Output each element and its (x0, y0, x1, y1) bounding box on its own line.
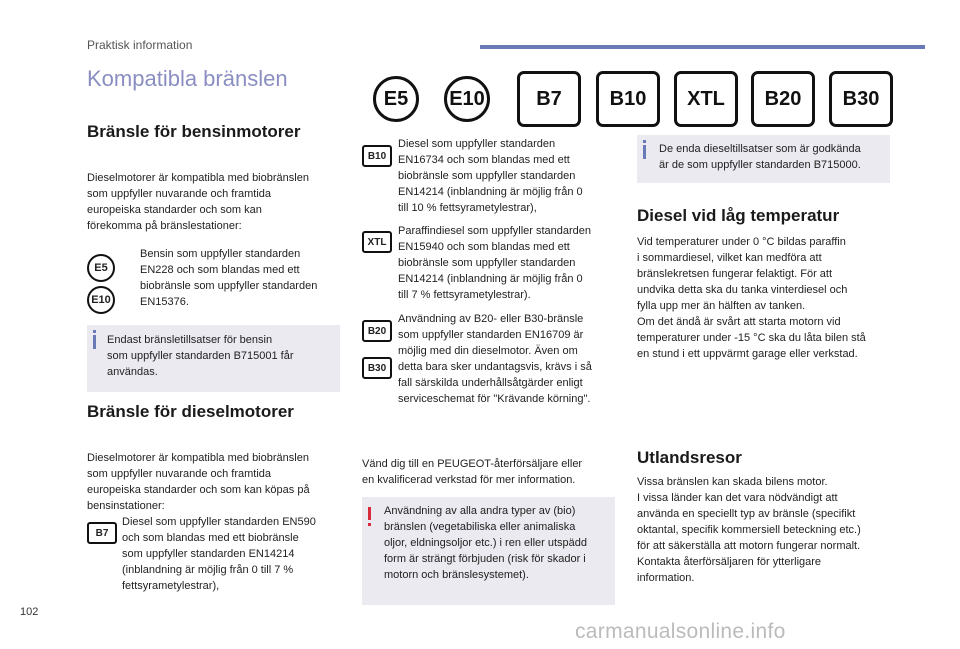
low-temp-heading: Diesel vid låg temperatur (637, 206, 840, 225)
text-line: Dieselmotorer är kompatibla med biobränslen (87, 172, 309, 184)
text-line: biobränsle som uppfyller standarden (140, 280, 318, 292)
text-line: EN14214 (inblandning är möjlig från 0 (398, 186, 583, 198)
abroad-text (637, 474, 907, 586)
text-line: EN15376. (140, 296, 189, 308)
text-line: Användning av alla andra typer av (bio) (384, 505, 576, 517)
text-line: bensinstationer: (87, 500, 165, 512)
b20-small-badge-icon: B20 (362, 320, 392, 342)
text-line: bränslen (vegetabiliska eller animaliska (384, 521, 576, 533)
text-line: information. (637, 572, 695, 584)
xtl-small-badge-icon: XTL (362, 231, 392, 253)
page-title: Kompatibla bränslen (87, 66, 288, 91)
e10-badge-icon: E10 (444, 76, 490, 122)
text-line: Om det ändå är svårt att starta motorn vid (637, 316, 841, 328)
text-line: Diesel som uppfyller standarden EN590 (122, 516, 316, 528)
text-line: Användning av B20- eller B30-bränsle (398, 313, 584, 325)
text-line: Diesel som uppfyller standarden (398, 138, 556, 150)
text-line: biobränsle som uppfyller standarden (398, 170, 576, 182)
contact-dealer-text (362, 456, 612, 488)
text-line: form är strängt förbjuden (risk för skador i (384, 553, 586, 565)
text-line: fylla upp mer än hälften av tanken. (637, 300, 806, 312)
text-line: EN228 och som blandas med ett (140, 264, 300, 276)
text-line: Vänd dig till en PEUGEOT-återförsäljare eller (362, 458, 583, 470)
e10-small-badge-icon: E10 (87, 286, 115, 314)
header-accent-bar (480, 45, 925, 49)
text-line: möjlig med din dieselmotor. Även om (398, 345, 578, 357)
text-line: användas. (107, 366, 158, 378)
low-temp-text (637, 234, 907, 362)
abroad-heading: Utlandsresor (637, 448, 742, 467)
text-line: (inblandning är möjlig från 0 till 7 % (122, 564, 294, 576)
petrol-info-text (107, 332, 294, 380)
text-line: Kontakta återförsäljaren för ytterligare (637, 556, 822, 568)
watermark: carmanualsonline.info (575, 620, 786, 643)
text-line: temperaturer under -15 °C ska du låta bilen stå (637, 332, 866, 344)
xtl-desc (398, 223, 618, 303)
warning-box (362, 497, 615, 605)
text-line: och som blandas med ett biobränsle (122, 532, 299, 544)
text-line: fall särskilda underhållsåtgärder enligt (398, 377, 583, 389)
b20-badge-icon: B20 (751, 71, 815, 127)
text-line: EN16734 och som blandas med ett (398, 154, 570, 166)
text-line: Dieselmotorer är kompatibla med biobränslen (87, 452, 309, 464)
text-line: förekomma på bränslestationer: (87, 220, 242, 232)
text-line: som uppfyller standarden EN14214 (122, 548, 295, 560)
b7-small-badge-icon: B7 (87, 522, 117, 544)
text-line: I vissa länder kan det vara nödvändigt att (637, 492, 838, 504)
text-line: De enda dieseltillsatser som är godkända (659, 143, 861, 155)
petrol-info-box (87, 325, 340, 392)
text-line: oljor, eldningsoljor etc.) i ren eller utspädd (384, 537, 588, 549)
text-line: Vissa bränslen kan skada bilens motor. (637, 476, 828, 488)
b7-badge-icon: B7 (517, 71, 581, 127)
text-line: en kvalificerad verkstad för mer information. (362, 474, 576, 486)
info-icon (643, 145, 646, 159)
diesel-heading: Bränsle för dieselmotorer (87, 402, 294, 421)
text-line: undvika detta ska du tanka vinterdiesel och (637, 284, 848, 296)
text-line: europeiska standarder och som kan köpas på (87, 484, 310, 496)
diesel-intro (87, 450, 352, 514)
text-line: Endast bränsletillsatser för bensin (107, 334, 273, 346)
text-line: för att säkerställa att motorn fungerar normalt. (637, 540, 861, 552)
diesel-additive-info-text (659, 141, 861, 173)
warning-text (384, 503, 587, 583)
petrol-intro (87, 170, 347, 234)
b10-desc (398, 136, 618, 216)
b20-b30-desc (398, 311, 618, 407)
text-line: till 10 % fettsyrametylestrar), (398, 202, 537, 214)
text-line: detta bara sker undantagsvis, krävs i så (398, 361, 592, 373)
text-line: EN15940 och som blandas med ett (398, 241, 570, 253)
xtl-badge-icon: XTL (674, 71, 738, 127)
text-line: Bensin som uppfyller standarden (140, 248, 301, 260)
text-line: en stund i ett uppvärmt garage eller verkstad. (637, 348, 858, 360)
text-line: som uppfyller nuvarande och framtida (87, 468, 272, 480)
warning-icon (368, 507, 371, 520)
text-line: använda en speciellt typ av bränsle (specifikt (637, 508, 856, 520)
text-line: som uppfyller standarden EN16709 är (398, 329, 584, 341)
b30-small-badge-icon: B30 (362, 357, 392, 379)
text-line: är de som uppfyller standarden B715000. (659, 159, 861, 171)
page-number: 102 (20, 606, 39, 618)
petrol-standard-desc (140, 246, 345, 310)
text-line: som uppfyller standarden B715001 får (107, 350, 294, 362)
text-line: Vid temperaturer under 0 °C bildas paraffin (637, 236, 846, 248)
text-line: biobränsle som uppfyller standarden (398, 257, 576, 269)
text-line: EN14214 (inblandning är möjlig från 0 (398, 273, 583, 285)
text-line: som uppfyller nuvarande och framtida (87, 188, 272, 200)
text-line: bränslekretsen fungerar felaktigt. För att (637, 268, 833, 280)
e5-small-badge-icon: E5 (87, 254, 115, 282)
text-line: i sommardiesel, vilket kan medföra att (637, 252, 822, 264)
b30-badge-icon: B30 (829, 71, 893, 127)
text-line: motorn och bränslesystemet). (384, 569, 529, 581)
b10-small-badge-icon: B10 (362, 145, 392, 167)
b7-desc (122, 514, 342, 594)
running-header: Praktisk information (87, 38, 193, 52)
text-line: fettsyrametylestrar), (122, 580, 220, 592)
e5-badge-icon: E5 (373, 76, 419, 122)
text-line: serviceschemat för "Krävande körning". (398, 393, 591, 405)
text-line: Paraffindiesel som uppfyller standarden (398, 225, 592, 237)
petrol-heading: Bränsle för bensinmotorer (87, 122, 301, 141)
text-line: till 7 % fettsyrametylestrar). (398, 289, 531, 301)
info-icon (93, 335, 96, 349)
diesel-additive-info-box (637, 135, 890, 183)
b10-badge-icon: B10 (596, 71, 660, 127)
text-line: europeiska standarder och som kan (87, 204, 262, 216)
text-line: oktantal, specifik kommersiell beteckning etc.) (637, 524, 861, 536)
